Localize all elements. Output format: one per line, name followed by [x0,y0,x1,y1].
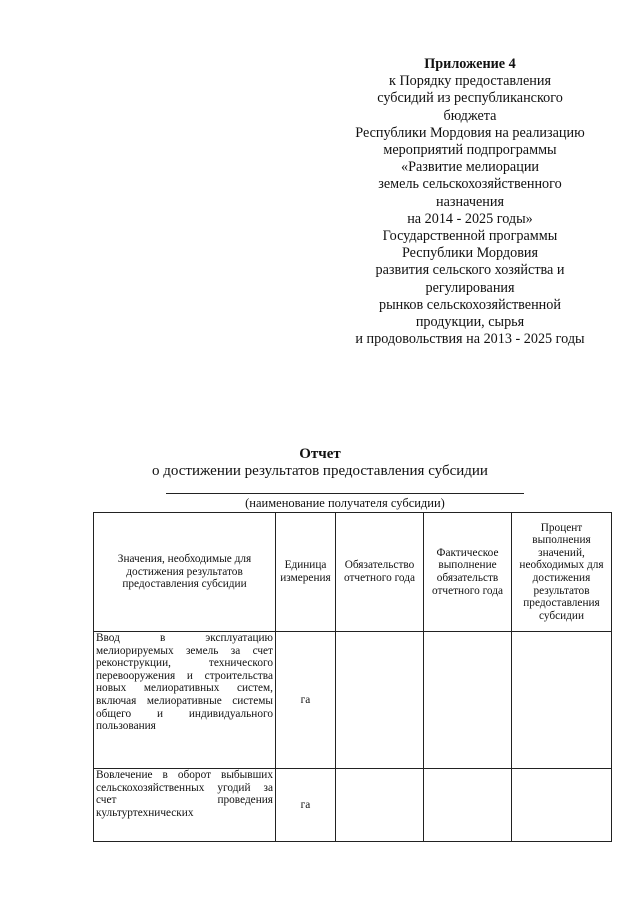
report-subtitle: о достижении результатов предоставления субсидии [152,463,488,479]
appendix-title: Приложение 4 [424,56,516,72]
appendix-line: назначения [436,193,504,210]
appendix-line: продукции, сырья [415,314,525,331]
appendix-line: Государственной программы [382,228,558,245]
report-table [93,512,612,842]
appendix-line: «Развитие мелиорации [400,159,540,176]
appendix-line: к Порядку предоставления [389,73,551,90]
header-obligation: Обязательство отчетного года [336,513,424,632]
row-obligation-cell [336,769,424,842]
row-percent-cell [512,769,612,842]
row-unit: га [276,632,336,769]
appendix-line: земель сельскохозяйственного [378,176,562,193]
row-obligation-cell [336,632,424,769]
row-label: Вовлечение в оборот выбывших сельскохозяйственных угодий за счет проведения культуртехнических [94,769,276,842]
recipient-caption: (наименование получателя субсидии) [245,496,445,510]
table-row [94,632,612,769]
appendix-block [330,56,610,348]
row-actual-cell [424,769,512,842]
appendix-line: на 2014 - 2025 годы» [407,210,533,227]
row-label: Ввод в эксплуатацию мелиорируемых земель за счет реконструкции, технического перевооружения и строительства новых мелиоративных систем, включая мелиоративные системы общего и индивидуального пользования [94,632,276,769]
table-row [94,769,612,842]
row-actual-cell [424,632,512,769]
appendix-line: Республики Мордовия на реализацию [355,124,585,141]
appendix-line: развития сельского хозяйства и [375,262,565,279]
appendix-line: и продовольствия на 2013 - 2025 годы [355,331,585,348]
header-actual: Фактическое выполнение обязательств отчетного года [424,513,512,632]
appendix-line: субсидий из республиканского [377,90,563,107]
header-values: Значения, необходимые для достижения результатов предоставления субсидии [94,513,276,632]
appendix-line: регулирования [425,279,515,296]
appendix-line: Республики Мордовия [401,245,539,262]
header-percent: Процент выполнения значений, необходимых для достижения результатов предоставления субсидии [512,513,612,632]
appendix-line: бюджета [443,107,497,124]
recipient-name-line [166,493,524,494]
header-unit: Единица измерения [276,513,336,632]
row-unit: га [276,769,336,842]
table-header-row [94,513,612,632]
appendix-line: рынков сельскохозяйственной [379,296,561,313]
appendix-line: мероприятий подпрограммы [383,142,557,159]
report-title: Отчет [299,446,341,462]
row-percent-cell [512,632,612,769]
